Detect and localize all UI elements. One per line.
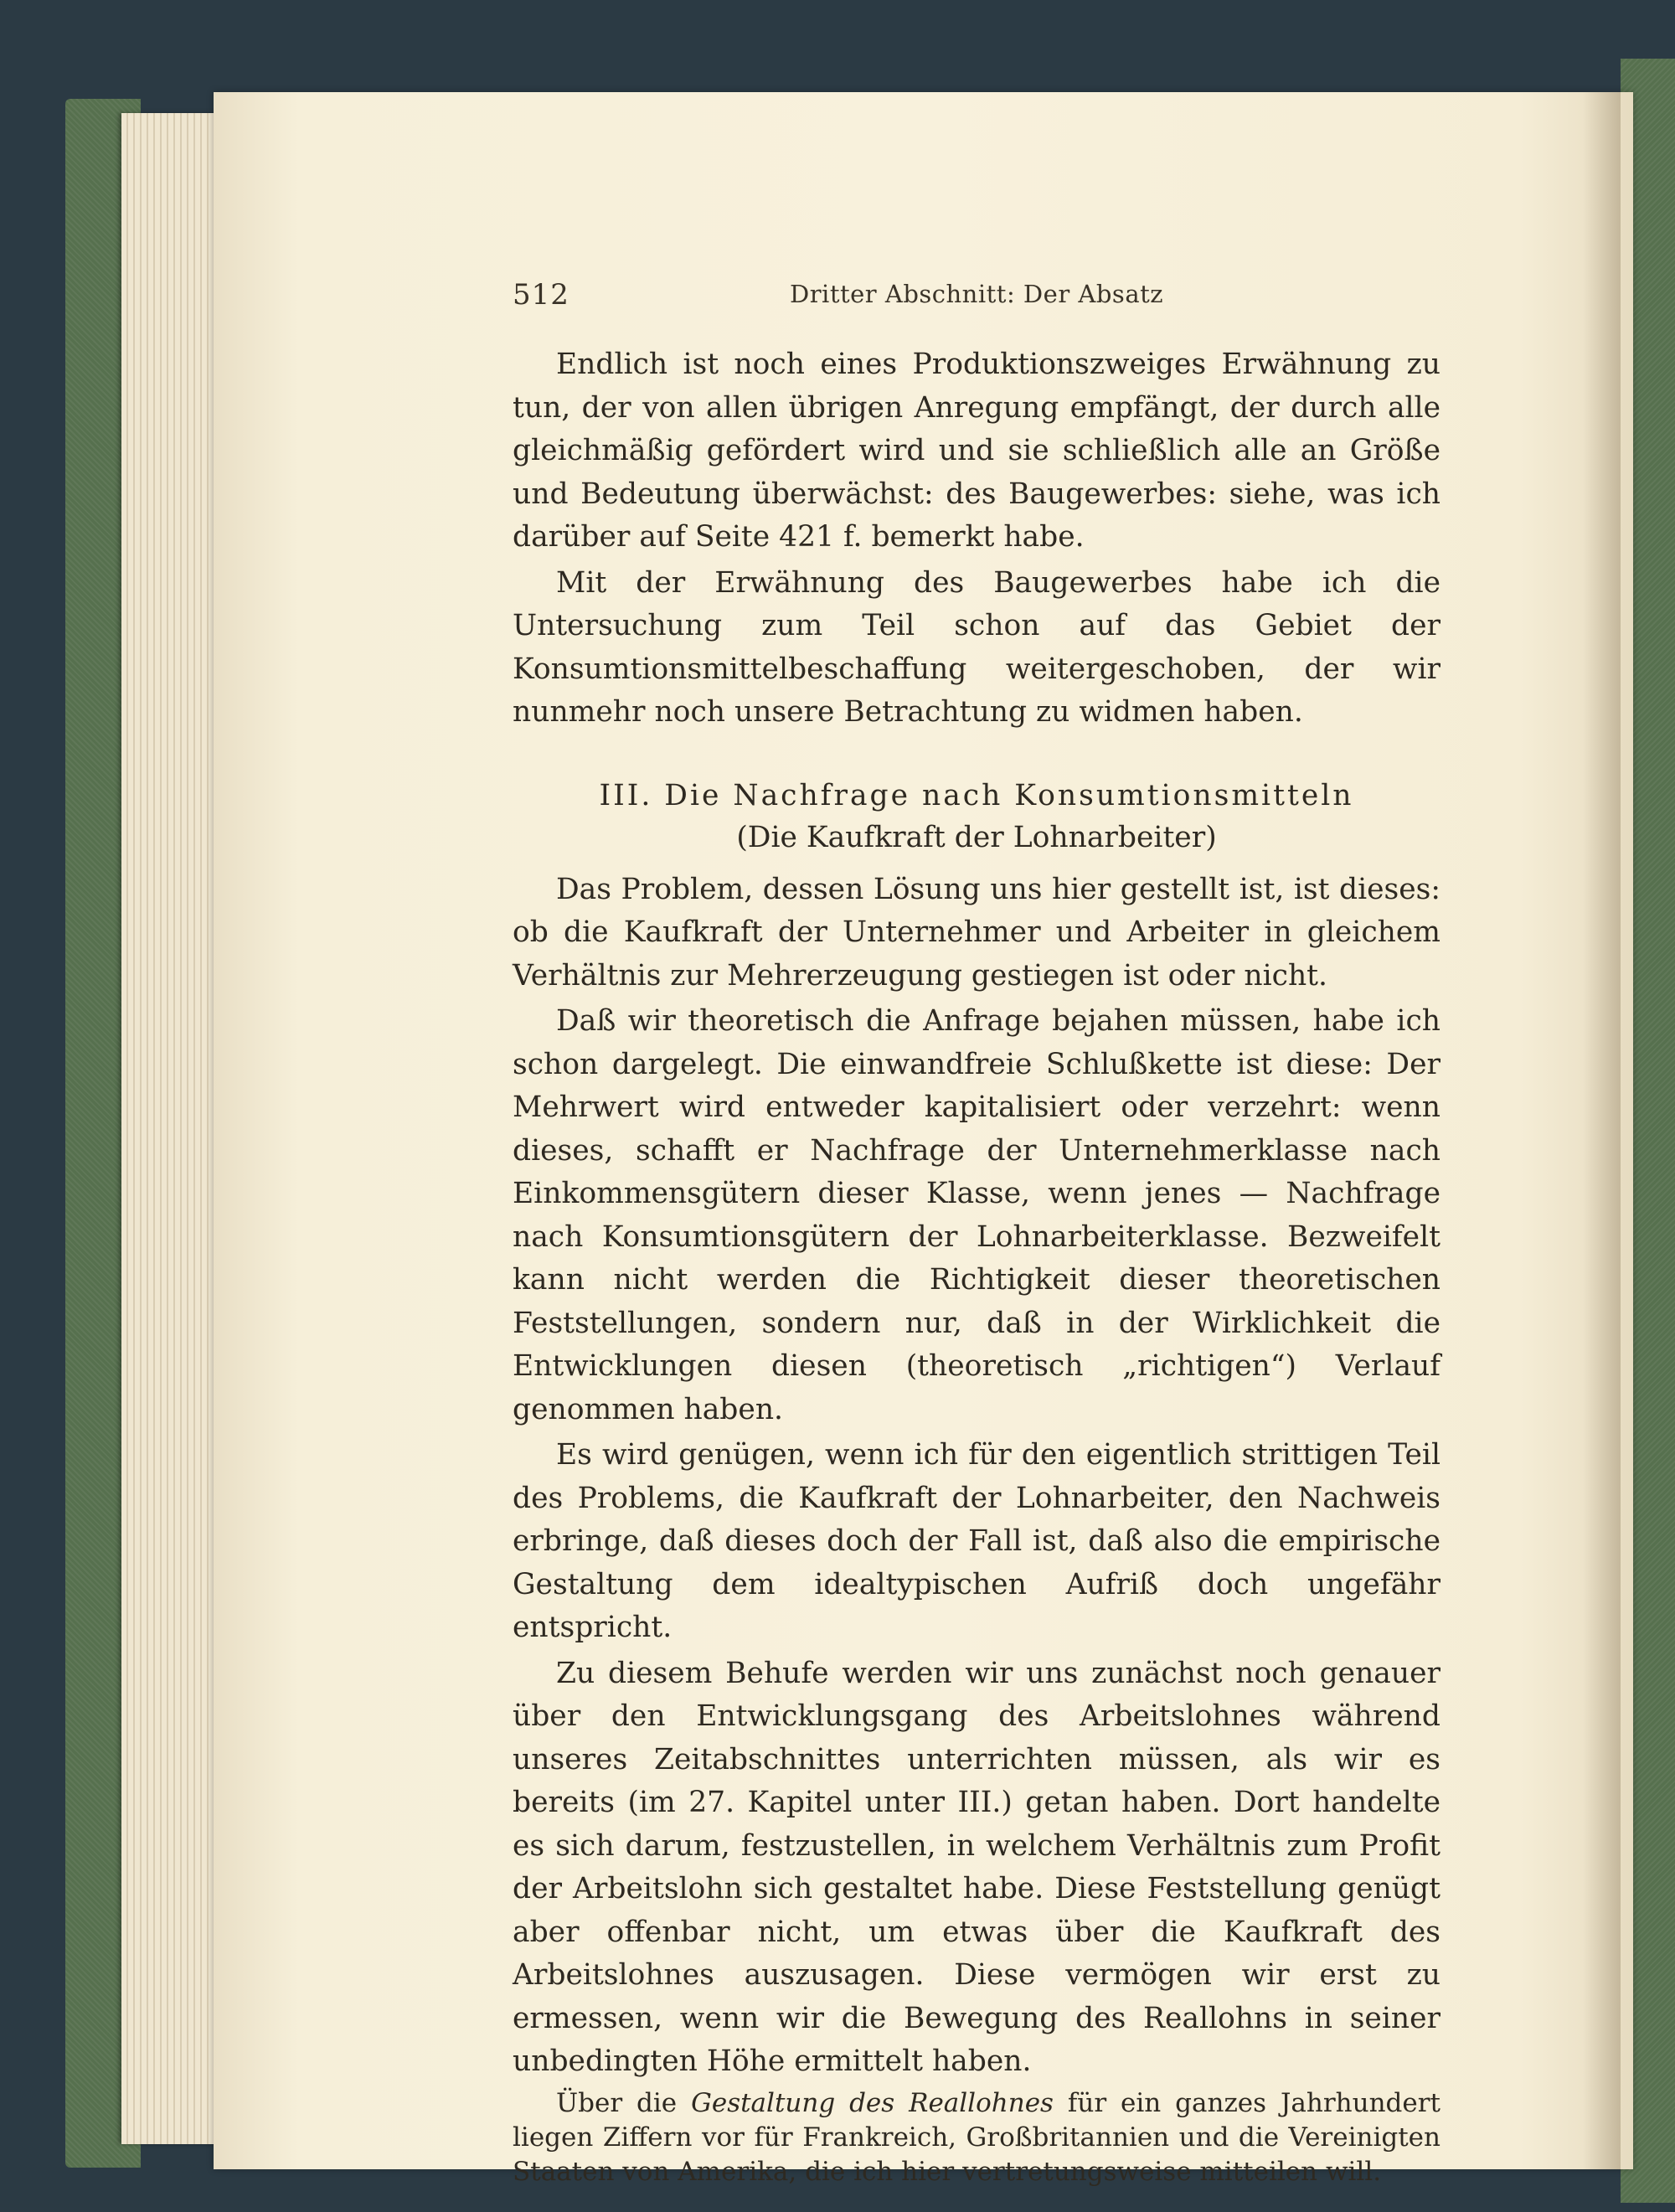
- small-paragraph-emphasis: Gestaltung des Reallohnes: [691, 2087, 1054, 2118]
- small-paragraph-rest: für ein ganzes Jahrhundert liegen Ziffern vor für Frankreich, Großbritannien und die Vereinigten Staaten von Amerika, die ich hier vertretungsweise mitteilen will.: [513, 2087, 1441, 2187]
- section-title: III. Die Nachfrage nach Konsumtionsmitteln: [599, 778, 1354, 812]
- gutter-shadow: [1583, 92, 1621, 2169]
- page-header: [513, 278, 1440, 320]
- small-paragraph: [513, 2086, 1440, 2189]
- small-paragraph-lead: Über die: [556, 2087, 678, 2118]
- section-heading: [513, 775, 1440, 859]
- section-paragraph-4: Zu diesem Behufe werden wir uns zunächst noch genauer über den Entwicklungsgang des Arbeitslohnes während unseres Zeitabschnittes unterrichten müssen, als wir es bereits (im 27. Kapitel unter III.) getan haben. Dort handelte es sich darum, festzustellen, in welchem Verhältnis zum Profit der Arbeitslohn sich gestaltet habe. Diese Feststellung genügt aber offenbar nicht, um etwas über die Kaufkraft des Arbeitslohnes auszusagen. Diese vermögen wir erst zu ermessen, wenn wir die Bewegung des Reallohns in seiner unbedingten Höhe ermittelt haben.: [513, 1656, 1440, 2078]
- paragraph-1: Endlich ist noch eines Produktionszweiges Erwähnung zu tun, der von allen übrigen Anregung empfängt, der durch alle gleichmäßig gefördert wird und sie schließlich alle an Größe und Bedeutung überwächst: des Baugewerbes: siehe, was ich darüber auf Seite 421 f. bemerkt habe.: [513, 348, 1440, 554]
- section-paragraph-1: Das Problem, dessen Lösung uns hier gestellt ist, ist dieses: ob die Kaufkraft der Unternehmer und Arbeiter in gleichem Verhältnis zur Mehrerzeugung gestiegen ist oder nicht.: [513, 872, 1440, 993]
- section-paragraph-3: Es wird genügen, wenn ich für den eigentlich strittigen Teil des Problems, die Kaufkraft der Lohnarbeiter, den Nachweis erbringe, daß dieses doch der Fall ist, daß also die empirische Gestaltung dem idealtypischen Aufriß doch ungefähr entspricht.: [513, 1438, 1440, 1644]
- small-print-block: [513, 2086, 1440, 2189]
- page-body: [513, 343, 1440, 2189]
- running-head: Dritter Abschnitt: Der Absatz: [789, 280, 1164, 308]
- paragraph-2: Mit der Erwähnung des Baugewerbes habe ich die Untersuchung zum Teil schon auf das Gebiet der Konsumtionsmittelbeschaffung weitergeschoben, der wir nunmehr noch unsere Betrachtung zu widmen haben.: [513, 565, 1440, 729]
- section-subtitle: (Die Kaufkraft der Lohnarbeiter): [736, 820, 1217, 854]
- section-paragraph-2: Daß wir theoretisch die Anfrage bejahen müssen, habe ich schon dargelegt. Die einwandfreie Schlußkette ist diese: Der Mehrwert wird entweder kapitalisiert oder verzehrt: wenn dieses, schafft er Nachfrage der Unternehmerklasse nach Einkommensgütern dieser Klasse, wenn jenes — Nachfrage nach Konsumtionsgütern der Lohnarbeiterklasse. Bezweifelt kann nicht werden die Richtigkeit dieser theoretischen Feststellungen, sondern nur, daß in der Wirklichkeit die Entwicklungen diesen (theoretisch „richtigen“) Verlauf genommen haben.: [513, 1004, 1440, 1426]
- page-number: 512: [513, 278, 570, 312]
